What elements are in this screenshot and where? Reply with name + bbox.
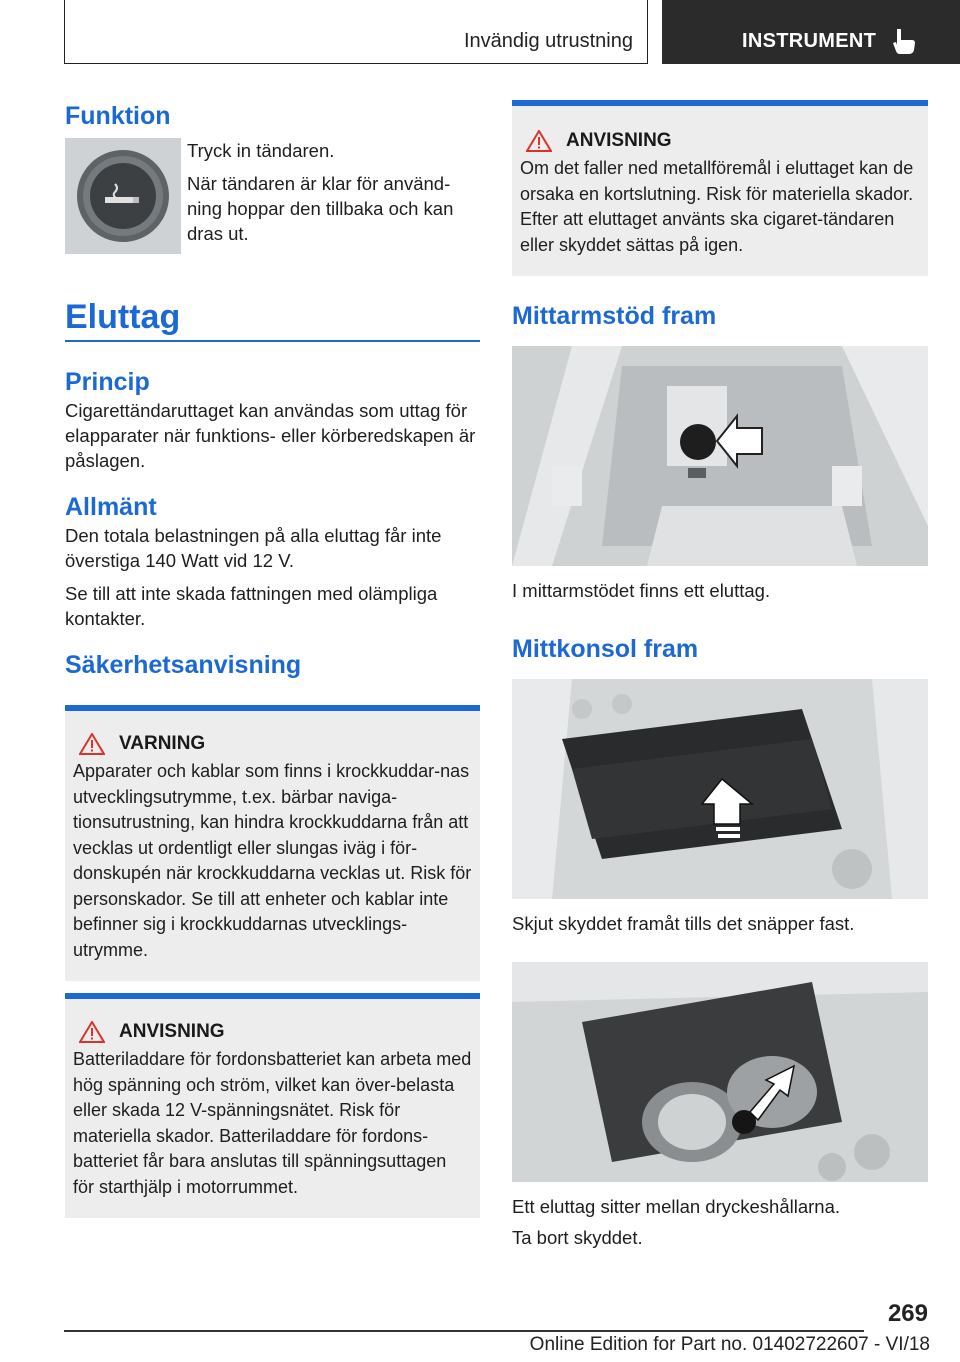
notice-box-right: [512, 100, 928, 276]
notice-title-right: [526, 130, 920, 152]
notice-triangle-icon: [79, 1021, 105, 1043]
right-column: [512, 100, 928, 1250]
notice-title-left: [79, 1021, 472, 1043]
notice-triangle-icon: [526, 130, 552, 152]
princip-text: Cigarettändaruttaget kan användas som uttag för elapparater när funktions- eller körberedskapen är påslagen.: [65, 400, 476, 471]
armrest-image: [512, 346, 928, 566]
header-section-tab: [64, 0, 648, 64]
footer-edition: Online Edition for Part no. 01402722607 - VI/18: [529, 1334, 930, 1355]
princip-heading: Princip: [65, 368, 150, 396]
header-section-title: Invändig utrustning: [463, 30, 633, 52]
notice-text-left: Batteriladdare för fordonsbatteriet kan arbeta med hög spänning och ström, vilket kan över-belasta eller skada 12 V-spänningsnätet. Risk för materiella skador. Batteriladdare för fordons-batteriet får bara anslutas till spänningsuttagen för starthjälp i motorrummet.: [73, 1049, 472, 1197]
warning-title: [79, 733, 472, 755]
allmant-p1: Den totala belastningen på alla eluttag får inte överstiga 140 Watt vid 12 V.: [65, 525, 442, 571]
allmant-p2: Se till att inte skada fattningen med olämpliga kontakter.: [65, 583, 438, 629]
pointing-hand-icon: [888, 26, 918, 56]
notice-title-left-text: ANVISNING: [119, 1021, 225, 1042]
cupholder-illustration: [512, 962, 928, 1182]
funktion-text: [181, 138, 480, 254]
allmant-heading: Allmänt: [65, 493, 157, 521]
cupholder-image: [512, 962, 928, 1182]
mittkonsol-caption2: Ett eluttag sitter mellan dryckeshållarna.: [512, 1196, 841, 1217]
eluttag-heading: Eluttag: [65, 298, 181, 336]
notice-text-right: Om det faller ned metallföremål i eluttaget kan de orsaka en kortslutning. Risk för materiella skador. Efter att eluttaget använts ska cigaret-tändaren eller skyddet sättas på igen.: [520, 158, 914, 255]
lighter-image: [65, 138, 181, 254]
console-cover-illustration: [512, 679, 928, 899]
mittkonsol-caption1: Skjut skyddet framåt tills det snäpper fast.: [512, 913, 855, 934]
notice-title-right-text: ANVISNING: [566, 130, 672, 151]
warning-title-text: VARNING: [119, 733, 206, 754]
funktion-p1: Tryck in tändaren.: [187, 140, 335, 161]
armrest-illustration: [512, 346, 928, 566]
funktion-p2: När tändaren är klar för använd-ning hoppar den tillbaka och kan dras ut.: [187, 173, 454, 244]
warning-text: Apparater och kablar som finns i krockkuddar-nas utvecklingsutrymme, t.ex. bärbar naviga-tionsutrustning, kan hindra krockkuddarna från att vecklas ut ordentligt eller slungas iväg i för-donskupén när krockkuddarna vecklas ut. Risk för personskador. Se till att enheter och kablar inte befinner sig i krockkuddarnas utvecklings-utrymme.: [73, 761, 472, 960]
left-column: [65, 100, 480, 1218]
mittkonsol-heading: Mittkonsol fram: [512, 635, 699, 663]
notice-box-left: [65, 993, 480, 1218]
sakerhet-heading: Säkerhetsanvisning: [65, 651, 302, 679]
footer-rule: [64, 1330, 864, 1332]
cigarette-lighter-icon: [65, 138, 181, 254]
eluttag-rule: [65, 340, 480, 342]
header-chapter-title: INSTRUMENT: [742, 30, 877, 52]
mittarmstod-heading: Mittarmstöd fram: [512, 302, 717, 330]
funktion-heading: Funktion: [65, 102, 171, 130]
mittkonsol-caption3: Ta bort skyddet.: [512, 1227, 643, 1248]
warning-triangle-icon: [79, 733, 105, 755]
warning-box: [65, 705, 480, 981]
page-number: 269: [887, 1300, 928, 1327]
header-chapter-tab: [662, 0, 960, 64]
console-cover-image: [512, 679, 928, 899]
funktion-block: [65, 138, 480, 254]
mittarmstod-caption: I mittarmstödet finns ett eluttag.: [512, 580, 771, 601]
